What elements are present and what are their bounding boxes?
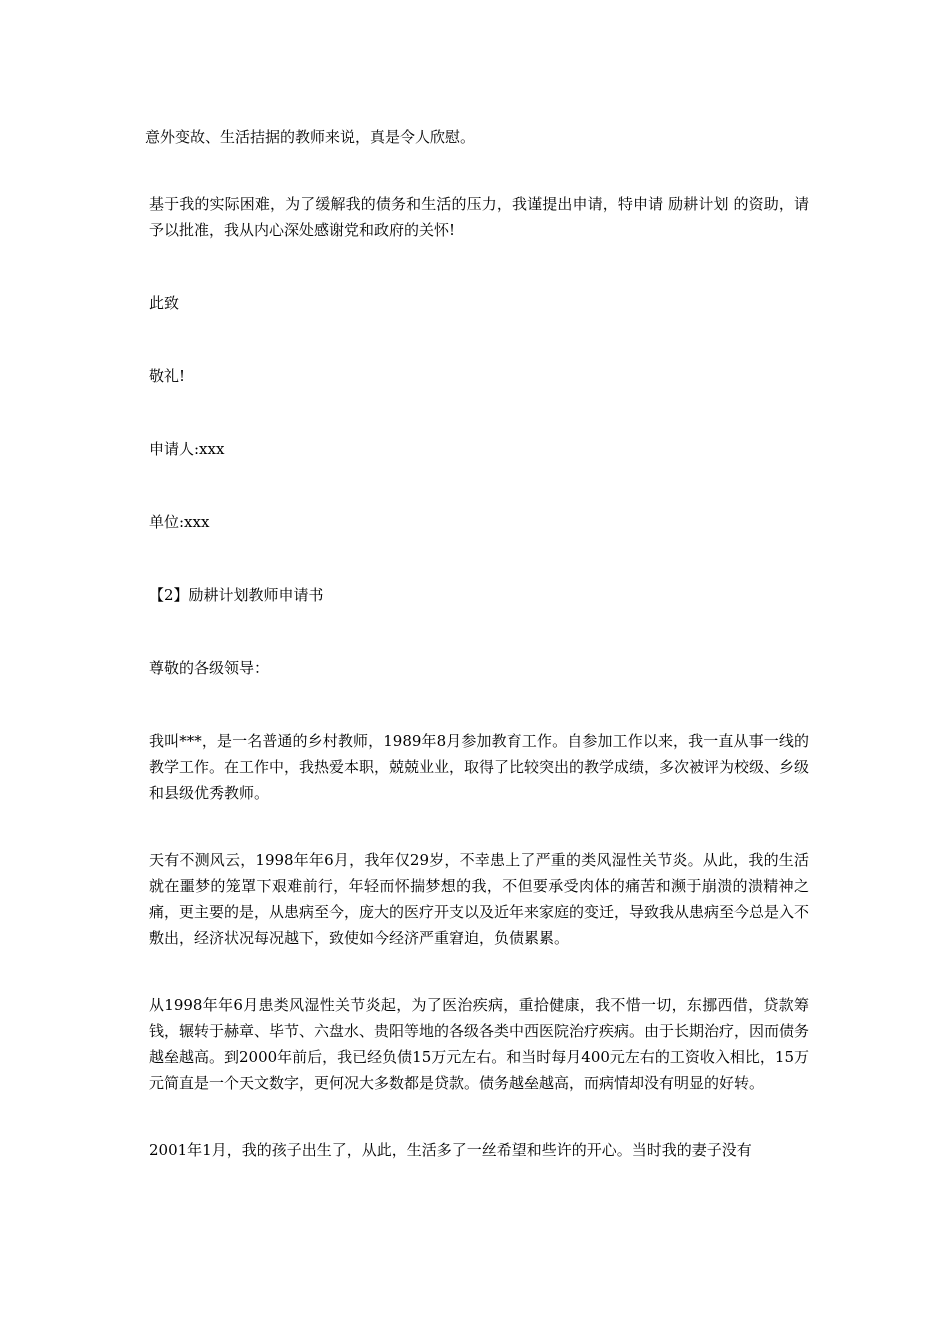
organization-line: 单位:xxx: [149, 513, 210, 531]
closing-salutation: 此致: [149, 294, 180, 312]
applicant-line: 申请人:xxx: [149, 440, 225, 458]
paragraph-illness: 天有不测风云，1998年年6月，我年仅29岁，不幸患上了严重的类风湿性关节炎。从此，我的生活就在噩梦的笼罩下艰难前行，年轻而怀揣梦想的我，不但要承受肉体的痛苦和濒于崩溃的溃精神之痛，更主要的是，从患病至今，庞大的医疗开支以及近年来家庭的变迁，导致我从患病至今总是入不敷出，经济状况每况越下，致使如今经济严重窘迫，负债累累。: [149, 851, 810, 947]
paragraph-debt: 从1998年年6月患类风湿性关节炎起，为了医治疾病，重拾健康，我不惜一切，东挪西借，贷款筹钱，辗转于赫章、毕节、六盘水、贵阳等地的各级各类中西医院治疗疾病。由于长期治疗，因而债务越垒越高。到2000年前后，我已经负债15万元左右。和当时每月400元左右的工资收入相比，15万元简直是一个天文数字，更何况大多数都是贷款。债务越垒越高，而病情却没有明显的好转。: [149, 996, 810, 1092]
paragraph-1: 意外变故、生活拮据的教师来说，真是令人欣慰。: [145, 128, 476, 146]
closing-respect: 敬礼!: [149, 367, 186, 385]
paragraph-child: 2001年1月，我的孩子出生了，从此，生活多了一丝希望和些许的开心。当时我的妻子没有: [149, 1141, 752, 1159]
greeting: 尊敬的各级领导：: [149, 659, 270, 677]
document-body: [145, 124, 809, 1163]
paragraph-intro: 我叫***，是一名普通的乡村教师，1989年8月参加教育工作。自参加工作以来，我一直从事一线的教学工作。在工作中，我热爱本职，兢兢业业，取得了比较突出的教学成绩，多次被评为校级、乡级和县级优秀教师。: [149, 732, 810, 802]
section-heading: 【2】励耕计划教师申请书: [149, 586, 324, 604]
paragraph-2: 基于我的实际困难，为了缓解我的债务和生活的压力，我谨提出申请，特申请 励耕计划 的资助，请予以批准，我从内心深处感谢党和政府的关怀!: [149, 195, 809, 239]
